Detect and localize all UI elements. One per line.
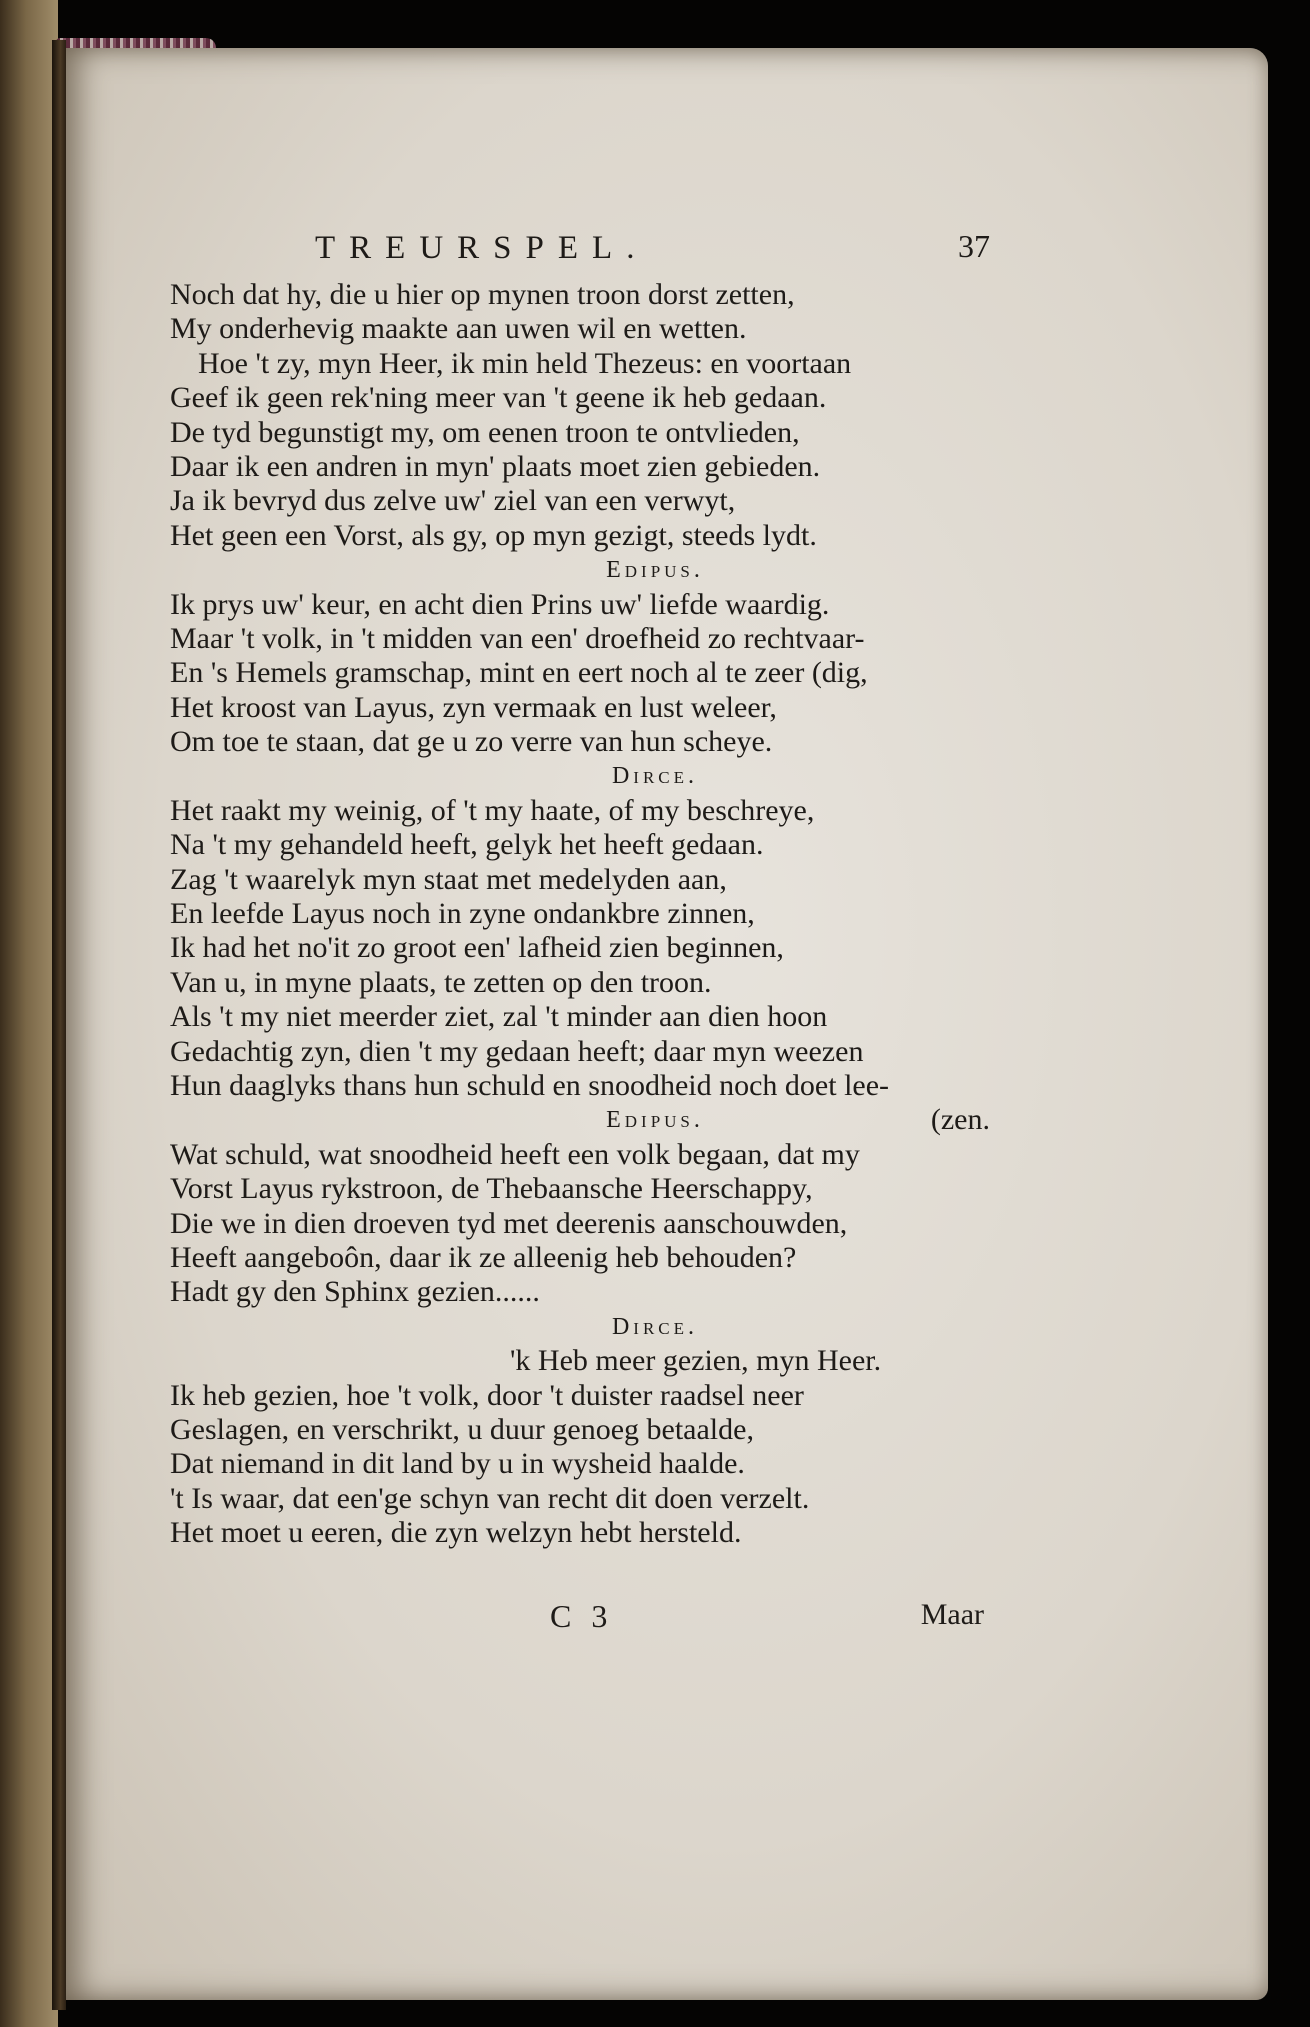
speaker-name <box>170 759 1000 793</box>
speaker-label: Edipus. <box>606 557 704 584</box>
verse-line: En 's Hemels gramschap, mint en eert noch al te zeer (dig, <box>170 656 868 690</box>
verse-line: Wat schuld, wat snoodheid heeft een volk begaan, dat my <box>170 1137 860 1171</box>
running-title: TREURSPEL. <box>315 230 649 266</box>
speaker-name <box>170 1310 1000 1344</box>
verse-line: Ja ik bevryd dus zelve uw' ziel van een verwyt, <box>170 484 736 518</box>
verse-line: Heeft aangeboôn, daar ik ze alleenig heb behouden? <box>170 1240 797 1274</box>
verse-line: Die we in dien droeven tyd met deerenis aanschouwden, <box>170 1206 848 1240</box>
verse-line: Het moet u eeren, die zyn welzyn hebt hersteld. <box>170 1516 742 1550</box>
verse-line: De tyd begunstigt my, om eenen troon te ontvlieden, <box>170 415 800 449</box>
page-footer <box>170 1598 1000 1638</box>
verse-line: Maar 't volk, in 't midden van een' droefheid zo rechtvaar- <box>170 621 865 655</box>
verse-line: Ik had het no'it zo groot een' lafheid zien beginnen, <box>170 931 784 965</box>
verse-line: En leefde Layus noch in zyne ondankbre zinnen, <box>170 897 755 931</box>
verse-line: Om toe te staan, dat ge u zo verre van hun scheye. <box>170 725 773 759</box>
facing-page-edge <box>0 0 58 2027</box>
signature-mark: C 3 <box>550 1598 614 1634</box>
verse-line: Geslagen, en verschrikt, u duur genoeg betaalde, <box>170 1412 754 1446</box>
verse-line: Van u, in myne plaats, te zetten op den troon. <box>170 965 712 999</box>
verse-line: 't Is waar, dat een'ge schyn van recht dit doen verzelt. <box>170 1481 810 1515</box>
speaker-name <box>170 553 1000 587</box>
verse-line: Als 't my niet meerder ziet, zal 't minder aan dien hoon <box>170 1000 828 1034</box>
verse-line: Het kroost van Layus, zyn vermaak en lust weleer, <box>170 690 777 724</box>
verse-line: My onderhevig maakte aan uwen wil en wetten. <box>170 312 747 346</box>
verse-line: Ik heb gezien, hoe 't volk, door 't duister raadsel neer <box>170 1378 804 1412</box>
verse-line: Ik prys uw' keur, en acht dien Prins uw' liefde waardig. <box>170 587 830 621</box>
page-number: 37 <box>958 228 990 264</box>
verse-line: Het geen een Vorst, als gy, op myn gezigt, steeds lydt. <box>170 518 817 552</box>
verse-line: Na 't my gehandeld heeft, gelyk het heeft gedaan. <box>170 828 764 862</box>
verse-line: Hadt gy den Sphinx gezien...... <box>170 1275 540 1309</box>
book-spine <box>52 40 66 2010</box>
verse-line: Hun daaglyks thans hun schuld en snoodheid noch doet lee- <box>170 1068 890 1102</box>
turnover-fragment: (zen. <box>930 1103 990 1137</box>
catchword: Maar <box>920 1598 984 1631</box>
verse-line: 'k Heb meer gezien, myn Heer. <box>510 1344 882 1378</box>
verse-line: Noch dat hy, die u hier op mynen troon dorst zetten, <box>170 278 795 311</box>
verse-line: Dat niemand in dit land by u in wysheid haalde. <box>170 1447 745 1481</box>
verse-line: Hoe 't zy, myn Heer, ik min held Thezeus: en voortaan <box>198 346 852 380</box>
verse-line: Vorst Layus rykstroon, de Thebaansche Heerschappy, <box>170 1172 813 1206</box>
verse-line: Daar ik een andren in myn' plaats moet zien gebieden. <box>170 449 821 483</box>
speaker-label: Edipus. <box>606 1107 704 1134</box>
verse-line: Het raakt my weinig, of 't my haate, of my beschreye, <box>170 793 815 827</box>
verse-line: Geef ik geen rek'ning meer van 't geene ik heb gedaan. <box>170 381 827 415</box>
speaker-label: Dirce. <box>611 1313 699 1340</box>
verse-text-block <box>170 278 1000 1550</box>
verse-line: Gedachtig zyn, dien 't my gedaan heeft; daar myn weezen <box>170 1034 864 1068</box>
page-header <box>170 230 990 272</box>
speaker-label: Dirce. <box>611 763 699 790</box>
speaker-name <box>170 1103 1000 1137</box>
verse-line: Zag 't waarelyk myn staat met medelyden aan, <box>170 862 727 896</box>
